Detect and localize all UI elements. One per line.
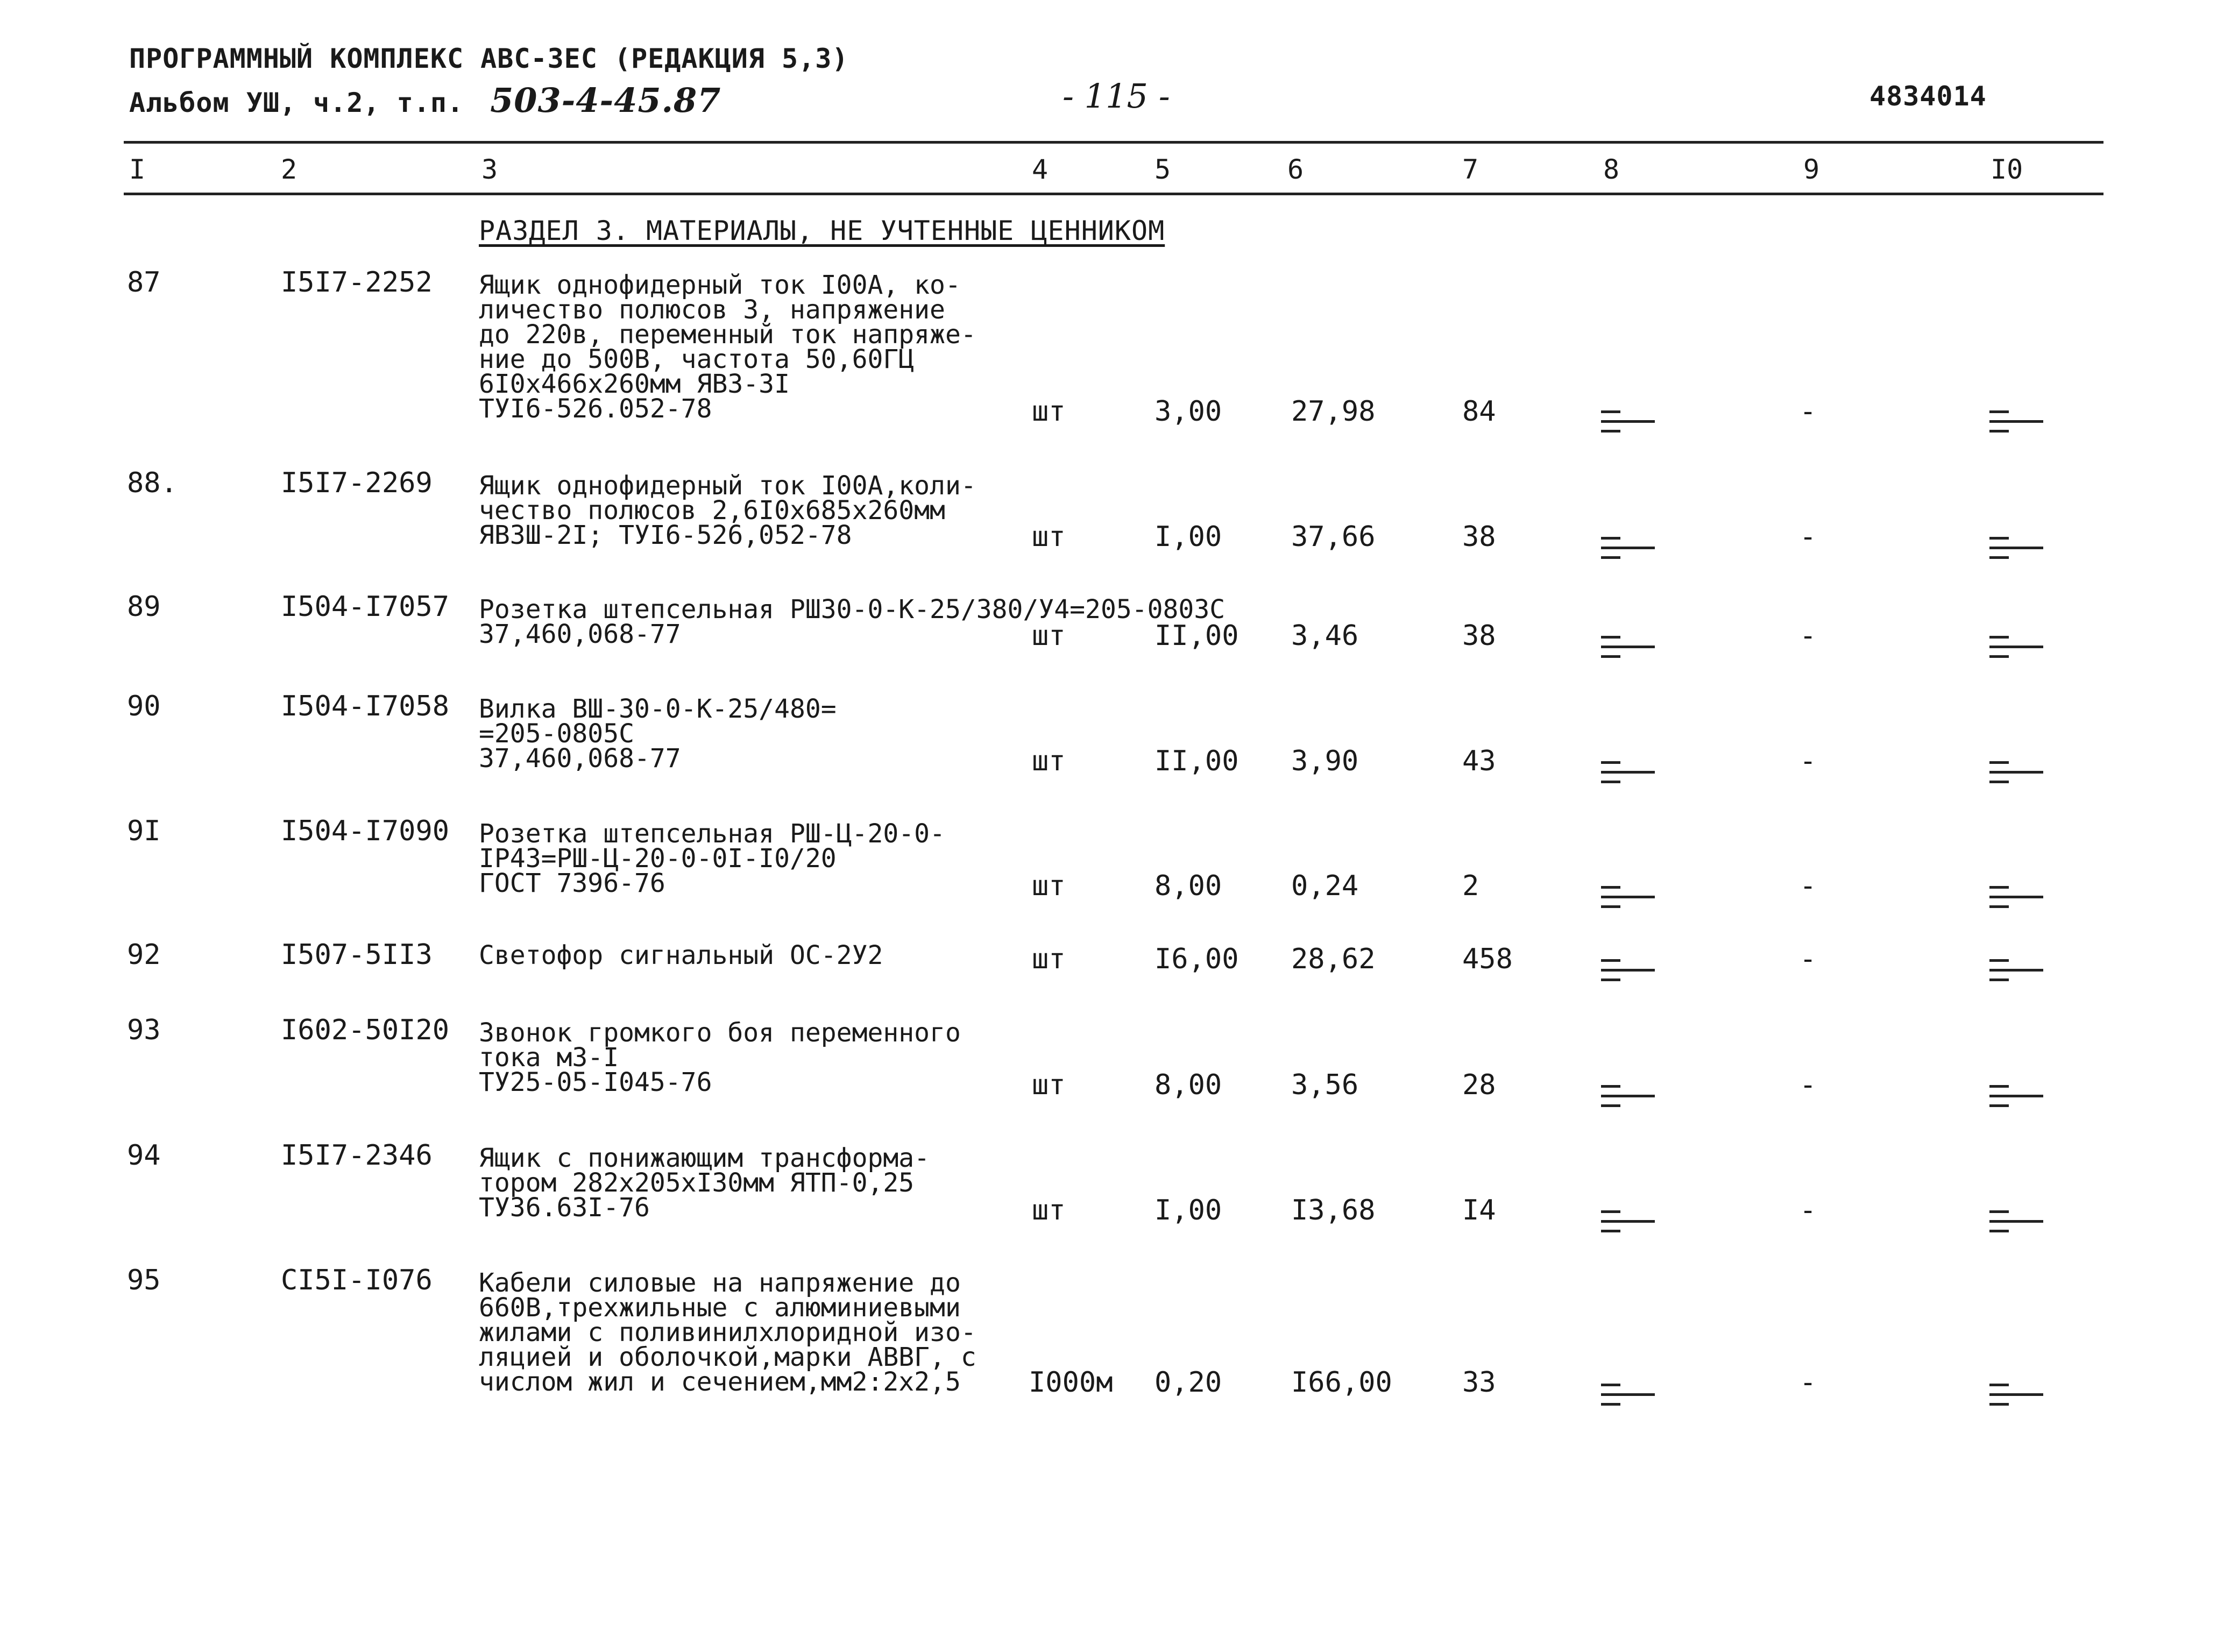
unit: I000м [1029,1366,1113,1399]
column-number: 9 [1803,154,1820,185]
row-number: 94 [127,1139,161,1172]
project-number-handwritten: 503-4-45.87 [490,81,721,120]
ditto-mark [1989,537,2043,563]
ditto-mark [1601,761,1655,787]
item-description: Розетка штепсельная РШ-Ц-20-0- IР43=РШ-Ц-20-0-0I-I0/20 ГОСТ 7396-76 [479,819,945,898]
ditto-mark [1601,410,1655,436]
total-cost: 38 [1462,620,1496,652]
item-description: Ящик однофидерный ток I00А,коли- чество полюсов 2,6I0х685х260мм ЯВЗШ-2I; ТУI6-526,052-78 [479,471,976,550]
ditto-mark [1989,1210,2043,1236]
row-number: 89 [127,591,161,623]
ditto-mark [1989,1085,2043,1111]
column-number: I [129,154,146,185]
unit-price: I66,00 [1291,1366,1392,1399]
total-cost: 38 [1462,521,1496,553]
unit-price: 0,24 [1291,870,1359,902]
unit-price: 3,56 [1291,1069,1359,1101]
item-description: Кабели силовые на напряжение до 660В,трехжильные с алюминиевыми жилами с поливинилхлоридной изо- ляцией и оболочкой,марки АВВГ, с числом жил и сечением,мм2:2х2,5 [479,1268,976,1397]
column-number: 2 [281,154,298,185]
ditto-mark [1601,636,1655,662]
quantity: II,00 [1155,745,1239,777]
total-cost: 33 [1462,1366,1496,1399]
quantity: 8,00 [1155,870,1222,902]
price-code: I507-5II3 [281,939,433,971]
row-number: 92 [127,939,161,971]
page-number: - 115 - [1063,76,1170,116]
album-reference: Альбом УШ, ч.2, т.п. [129,87,464,118]
quantity: I,00 [1155,1194,1222,1226]
unit-price: 37,66 [1291,521,1376,553]
unit: шт [1032,1069,1066,1101]
price-code: I504-I7058 [281,690,450,722]
quantity: I,00 [1155,521,1222,553]
unit: шт [1032,745,1066,777]
header-line-2 [129,81,721,120]
ditto-mark [1989,410,2043,436]
price-code: СI5I-I076 [281,1264,433,1296]
ditto-mark [1601,537,1655,563]
column-9-value: - [1800,745,1817,777]
column-number: 6 [1287,154,1304,185]
column-9-value: - [1800,620,1817,652]
quantity: 0,20 [1155,1366,1222,1399]
row-number: 9I [127,815,161,847]
row-number: 93 [127,1014,161,1046]
item-description: Ящик однофидерный ток I00А, ко- личество полюсов 3, напряжение до 220в, переменный ток напряже- ние до 500В, частота 50,60ГЦ 6I0х466х260мм ЯВЗ-3I ТУI6-526.052-78 [479,270,976,424]
column-number: 4 [1032,154,1049,185]
column-number: I0 [1991,154,2023,185]
price-code: I5I7-2346 [281,1139,433,1172]
ditto-mark [1601,886,1655,912]
total-cost: 2 [1462,870,1479,902]
item-description: Розетка штепсельная РШ30-0-К-25/380/У4=205-0803С 37,460,068-77 [479,594,1226,649]
ditto-mark [1601,1384,1655,1409]
total-cost: 28 [1462,1069,1496,1101]
ditto-mark [1989,636,2043,662]
unit: шт [1032,395,1066,428]
item-description: Звонок громкого боя переменного тока мЗ-I ТУ25-05-I045-76 [479,1018,961,1097]
column-9-value: - [1800,395,1817,428]
ditto-mark [1601,1085,1655,1111]
unit: шт [1032,1194,1066,1226]
row-number: 87 [127,266,161,299]
column-9-value: - [1800,521,1817,553]
section-title: РАЗДЕЛ 3. МАТЕРИАЛЫ, НЕ УЧТЕННЫЕ ЦЕННИКОМ [479,215,1165,246]
ditto-mark [1989,761,2043,787]
unit-price: 27,98 [1291,395,1376,428]
unit-price: I3,68 [1291,1194,1376,1226]
unit: шт [1032,521,1066,553]
ditto-mark [1989,1384,2043,1409]
unit: шт [1032,870,1066,902]
quantity: II,00 [1155,620,1239,652]
total-cost: 458 [1462,943,1513,975]
document-number: 4834014 [1869,81,1987,112]
price-code: I602-50I20 [281,1014,450,1046]
column-9-value: - [1800,1194,1817,1226]
column-9-value: - [1800,943,1817,975]
unit: шт [1032,943,1066,975]
unit: шт [1032,620,1066,652]
column-9-value: - [1800,1069,1817,1101]
header-line-1: ПРОГРАММНЫЙ КОМПЛЕКС АВС-ЗЕС (РЕДАКЦИЯ 5,3) [129,43,849,74]
price-code: I5I7-2269 [281,467,433,499]
column-number: 8 [1603,154,1620,185]
price-code: I504-I7057 [281,591,450,623]
item-description: Ящик с понижающим трансформа- тором 282х205хI30мм ЯТП-0,25 ТУ36.63I-76 [479,1143,930,1223]
price-code: I504-I7090 [281,815,450,847]
header-bottom-rule [124,193,2103,195]
price-code: I5I7-2252 [281,266,433,299]
row-number: 95 [127,1264,161,1296]
ditto-mark [1989,959,2043,985]
total-cost: 84 [1462,395,1496,428]
column-number: 5 [1155,154,1171,185]
item-description: Вилка ВШ-30-0-К-25/480= =205-0805С 37,460,068-77 [479,694,837,774]
quantity: 3,00 [1155,395,1222,428]
quantity: I6,00 [1155,943,1239,975]
column-9-value: - [1800,1366,1817,1399]
total-cost: I4 [1462,1194,1496,1226]
ditto-mark [1601,1210,1655,1236]
unit-price: 28,62 [1291,943,1376,975]
ditto-mark [1601,959,1655,985]
row-number: 90 [127,690,161,722]
header-top-rule [124,141,2103,144]
column-number: 7 [1462,154,1479,185]
ditto-mark [1989,886,2043,912]
unit-price: 3,90 [1291,745,1359,777]
column-number: 3 [481,154,498,185]
row-number: 88. [127,467,178,499]
unit-price: 3,46 [1291,620,1359,652]
total-cost: 43 [1462,745,1496,777]
column-9-value: - [1800,870,1817,902]
item-description: Светофор сигнальный ОС-2У2 [479,940,883,970]
quantity: 8,00 [1155,1069,1222,1101]
